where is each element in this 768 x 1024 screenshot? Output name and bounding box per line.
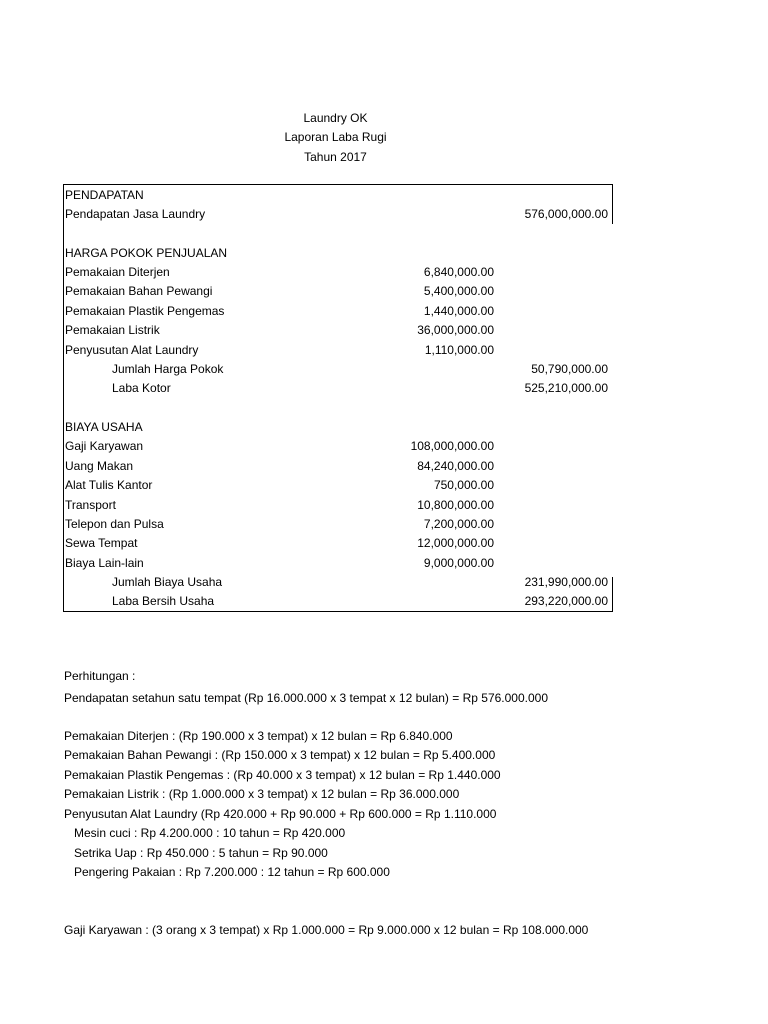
table-row	[64, 302, 612, 321]
row-total: 293,220,000.00	[524, 594, 608, 608]
row-amount: 1,110,000.00	[424, 343, 494, 357]
notes-line: Pemakaian Listrik : (Rp 1.000.000 x 3 tempat) x 12 bulan = Rp 36.000.000	[64, 787, 460, 801]
table-row	[64, 263, 612, 282]
table-border-top	[63, 184, 612, 185]
table-row	[64, 457, 612, 476]
table-row	[64, 554, 612, 573]
row-total: 50,790,000.00	[531, 362, 608, 376]
row-label: Transport	[65, 498, 116, 512]
row-amount: 1,440,000.00	[423, 304, 494, 318]
row-amount: 9,000,000.00	[423, 556, 494, 570]
row-label: Pemakaian Listrik	[65, 323, 160, 337]
section-heading-hpp	[64, 244, 612, 263]
table-row	[64, 476, 612, 495]
notes-title: Perhitungan :	[64, 669, 136, 683]
row-label: Telepon dan Pulsa	[65, 517, 164, 531]
row-amount: 36,000,000.00	[417, 323, 494, 337]
table-row	[64, 321, 612, 340]
table-row	[64, 282, 612, 301]
table-row	[64, 534, 612, 553]
row-label: Uang Makan	[65, 459, 134, 473]
notes-sub-line: Pengering Pakaian : Rp 7.200.000 : 12 tahun = Rp 600.000	[74, 865, 390, 879]
notes-line: Pemakaian Diterjen : (Rp 190.000 x 3 tempat) x 12 bulan = Rp 6.840.000	[64, 729, 453, 743]
row-label: Pendapatan Jasa Laundry	[65, 207, 206, 221]
row-label: Jumlah Biaya Usaha	[112, 575, 223, 589]
subtotal-row	[64, 573, 612, 592]
notes-income-line: Pendapatan setahun satu tempat (Rp 16.000.000 x 3 tempat x 12 bulan) = Rp 576.000.000	[64, 691, 549, 705]
row-amount: 84,240,000.00	[417, 459, 494, 473]
row-label: Jumlah Harga Pokok	[112, 362, 224, 376]
row-label: Alat Tulis Kantor	[65, 478, 153, 492]
row-label: Laba Bersih Usaha	[112, 594, 215, 608]
income-statement-table	[63, 184, 612, 612]
table-border-right-bottom	[612, 577, 613, 612]
notes-line: Pemakaian Plastik Pengemas : (Rp 40.000 x 3 tempat) x 12 bulan = Rp 1.440.000	[64, 768, 501, 782]
row-label: Pemakaian Bahan Pewangi	[65, 284, 213, 298]
subtotal-row	[64, 360, 612, 379]
row-total: 231,990,000.00	[524, 575, 608, 589]
row-amount: 108,000,000.00	[410, 439, 494, 453]
row-label: Pemakaian Plastik Pengemas	[65, 304, 225, 318]
row-total: 525,210,000.00	[524, 381, 608, 395]
table-row	[64, 437, 612, 456]
table-row	[64, 341, 612, 360]
row-amount: 5,400,000.00	[423, 284, 494, 298]
table-row	[64, 496, 612, 515]
row-amount: 10,800,000.00	[417, 498, 494, 512]
table-row	[64, 205, 612, 224]
row-label: Laba Kotor	[112, 381, 171, 395]
notes-sub-line: Mesin cuci : Rp 4.200.000 : 10 tahun = Rp 420.000	[74, 826, 346, 840]
row-label: Biaya Lain-lain	[65, 556, 144, 570]
row-amount: 12,000,000.00	[417, 536, 494, 550]
notes-line: Pemakaian Bahan Pewangi : (Rp 150.000 x 3 tempat) x 12 bulan = Rp 5.400.000	[64, 748, 496, 762]
net-income-row	[64, 592, 612, 611]
section-heading-biaya	[64, 418, 612, 437]
notes-line: Penyusutan Alat Laundry (Rp 420.000 + Rp 90.000 + Rp 600.000 = Rp 1.110.000	[64, 807, 497, 821]
row-amount: 6,840,000.00	[423, 265, 494, 279]
row-amount: 750,000.00	[433, 478, 494, 492]
section-heading: PENDAPATAN	[65, 188, 144, 202]
section-heading: BIAYA USAHA	[65, 420, 143, 434]
table-row	[64, 515, 612, 534]
company-name: Laundry OK	[303, 111, 368, 125]
row-label: Gaji Karyawan	[65, 439, 144, 453]
notes-sub-line: Setrika Uap : Rp 450.000 : 5 tahun = Rp 90.000	[74, 846, 328, 860]
report-title: Laporan Laba Rugi	[284, 130, 387, 144]
table-border-right-top	[612, 184, 613, 224]
section-heading: HARGA POKOK PENJUALAN	[65, 246, 228, 260]
row-label: Sewa Tempat	[65, 536, 138, 550]
report-year: Tahun 2017	[304, 150, 367, 164]
row-total: 576,000,000.00	[524, 207, 608, 221]
section-heading-pendapatan	[64, 186, 612, 205]
row-label: Pemakaian Diterjen	[65, 265, 170, 279]
subtotal-row	[64, 379, 612, 398]
notes-salary-line: Gaji Karyawan : (3 orang x 3 tempat) x Rp 1.000.000 = Rp 9.000.000 x 12 bulan = Rp 108.000.000	[64, 923, 589, 937]
row-amount: 7,200,000.00	[423, 517, 494, 531]
row-label: Penyusutan Alat Laundry	[65, 343, 199, 357]
